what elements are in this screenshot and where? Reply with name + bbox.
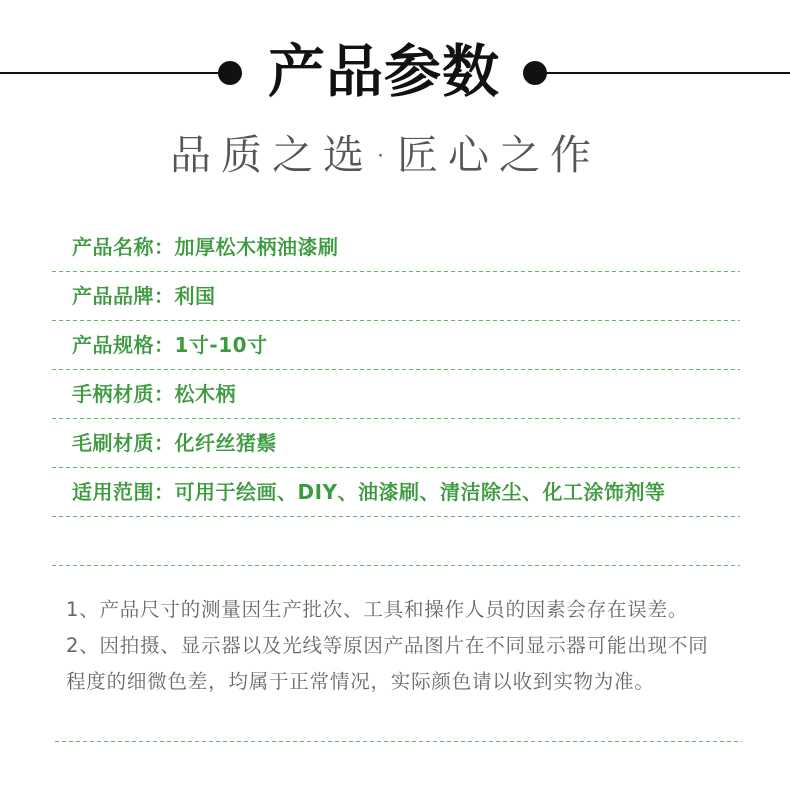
spec-row-empty xyxy=(52,517,740,566)
notes xyxy=(66,592,709,700)
note-line: 程度的细微色差，均属于正常情况，实际颜色请以收到实物为准。 xyxy=(66,670,655,693)
spec-table xyxy=(52,223,740,566)
spec-value: 利国 xyxy=(174,284,216,308)
dashed-divider-bottom xyxy=(55,741,742,742)
spec-value: 加厚松木柄油漆刷 xyxy=(174,235,339,259)
spec-value: 1寸-10寸 xyxy=(174,333,268,357)
title-left-dot-icon xyxy=(218,61,242,85)
spec-row-usage xyxy=(52,468,740,517)
note-item xyxy=(66,628,709,700)
spec-label: 产品规格： xyxy=(72,333,175,357)
spec-label: 产品品牌： xyxy=(72,284,175,308)
spec-row-size xyxy=(52,321,740,370)
title-left-line xyxy=(0,72,220,74)
spec-value: 可用于绘画、DIY、油漆刷、清洁除尘、化工涂饰剂等 xyxy=(174,480,666,504)
page-subtitle: 品质之选·匠心之作 xyxy=(170,131,602,179)
spec-row-handle-material xyxy=(52,370,740,419)
dashed-divider xyxy=(52,565,740,566)
spec-text xyxy=(72,272,216,320)
spec-label: 手柄材质： xyxy=(72,382,175,406)
note-line: 1、产品尺寸的测量因生产批次、工具和操作人员的因素会存在误差。 xyxy=(66,598,689,621)
spec-text xyxy=(72,370,236,418)
spec-label: 产品名称： xyxy=(72,235,175,259)
spec-row-brand xyxy=(52,272,740,321)
spec-text xyxy=(72,468,666,516)
spec-text xyxy=(72,419,277,467)
spec-value: 松木柄 xyxy=(174,382,236,406)
spec-row-name xyxy=(52,223,740,272)
spec-label: 毛刷材质： xyxy=(72,431,175,455)
title-right-line xyxy=(545,72,790,74)
title-right-dot-icon xyxy=(523,61,547,85)
spec-text xyxy=(72,223,339,271)
spec-label: 适用范围： xyxy=(72,480,175,504)
note-item xyxy=(66,592,709,628)
page-title: 产品参数 xyxy=(268,39,500,105)
spec-text xyxy=(72,321,268,369)
spec-value: 化纤丝猪鬃 xyxy=(174,431,277,455)
spec-row-bristle-material xyxy=(52,419,740,468)
note-line: 2、因拍摄、显示器以及光线等原因产品图片在不同显示器可能出现不同 xyxy=(66,634,709,657)
